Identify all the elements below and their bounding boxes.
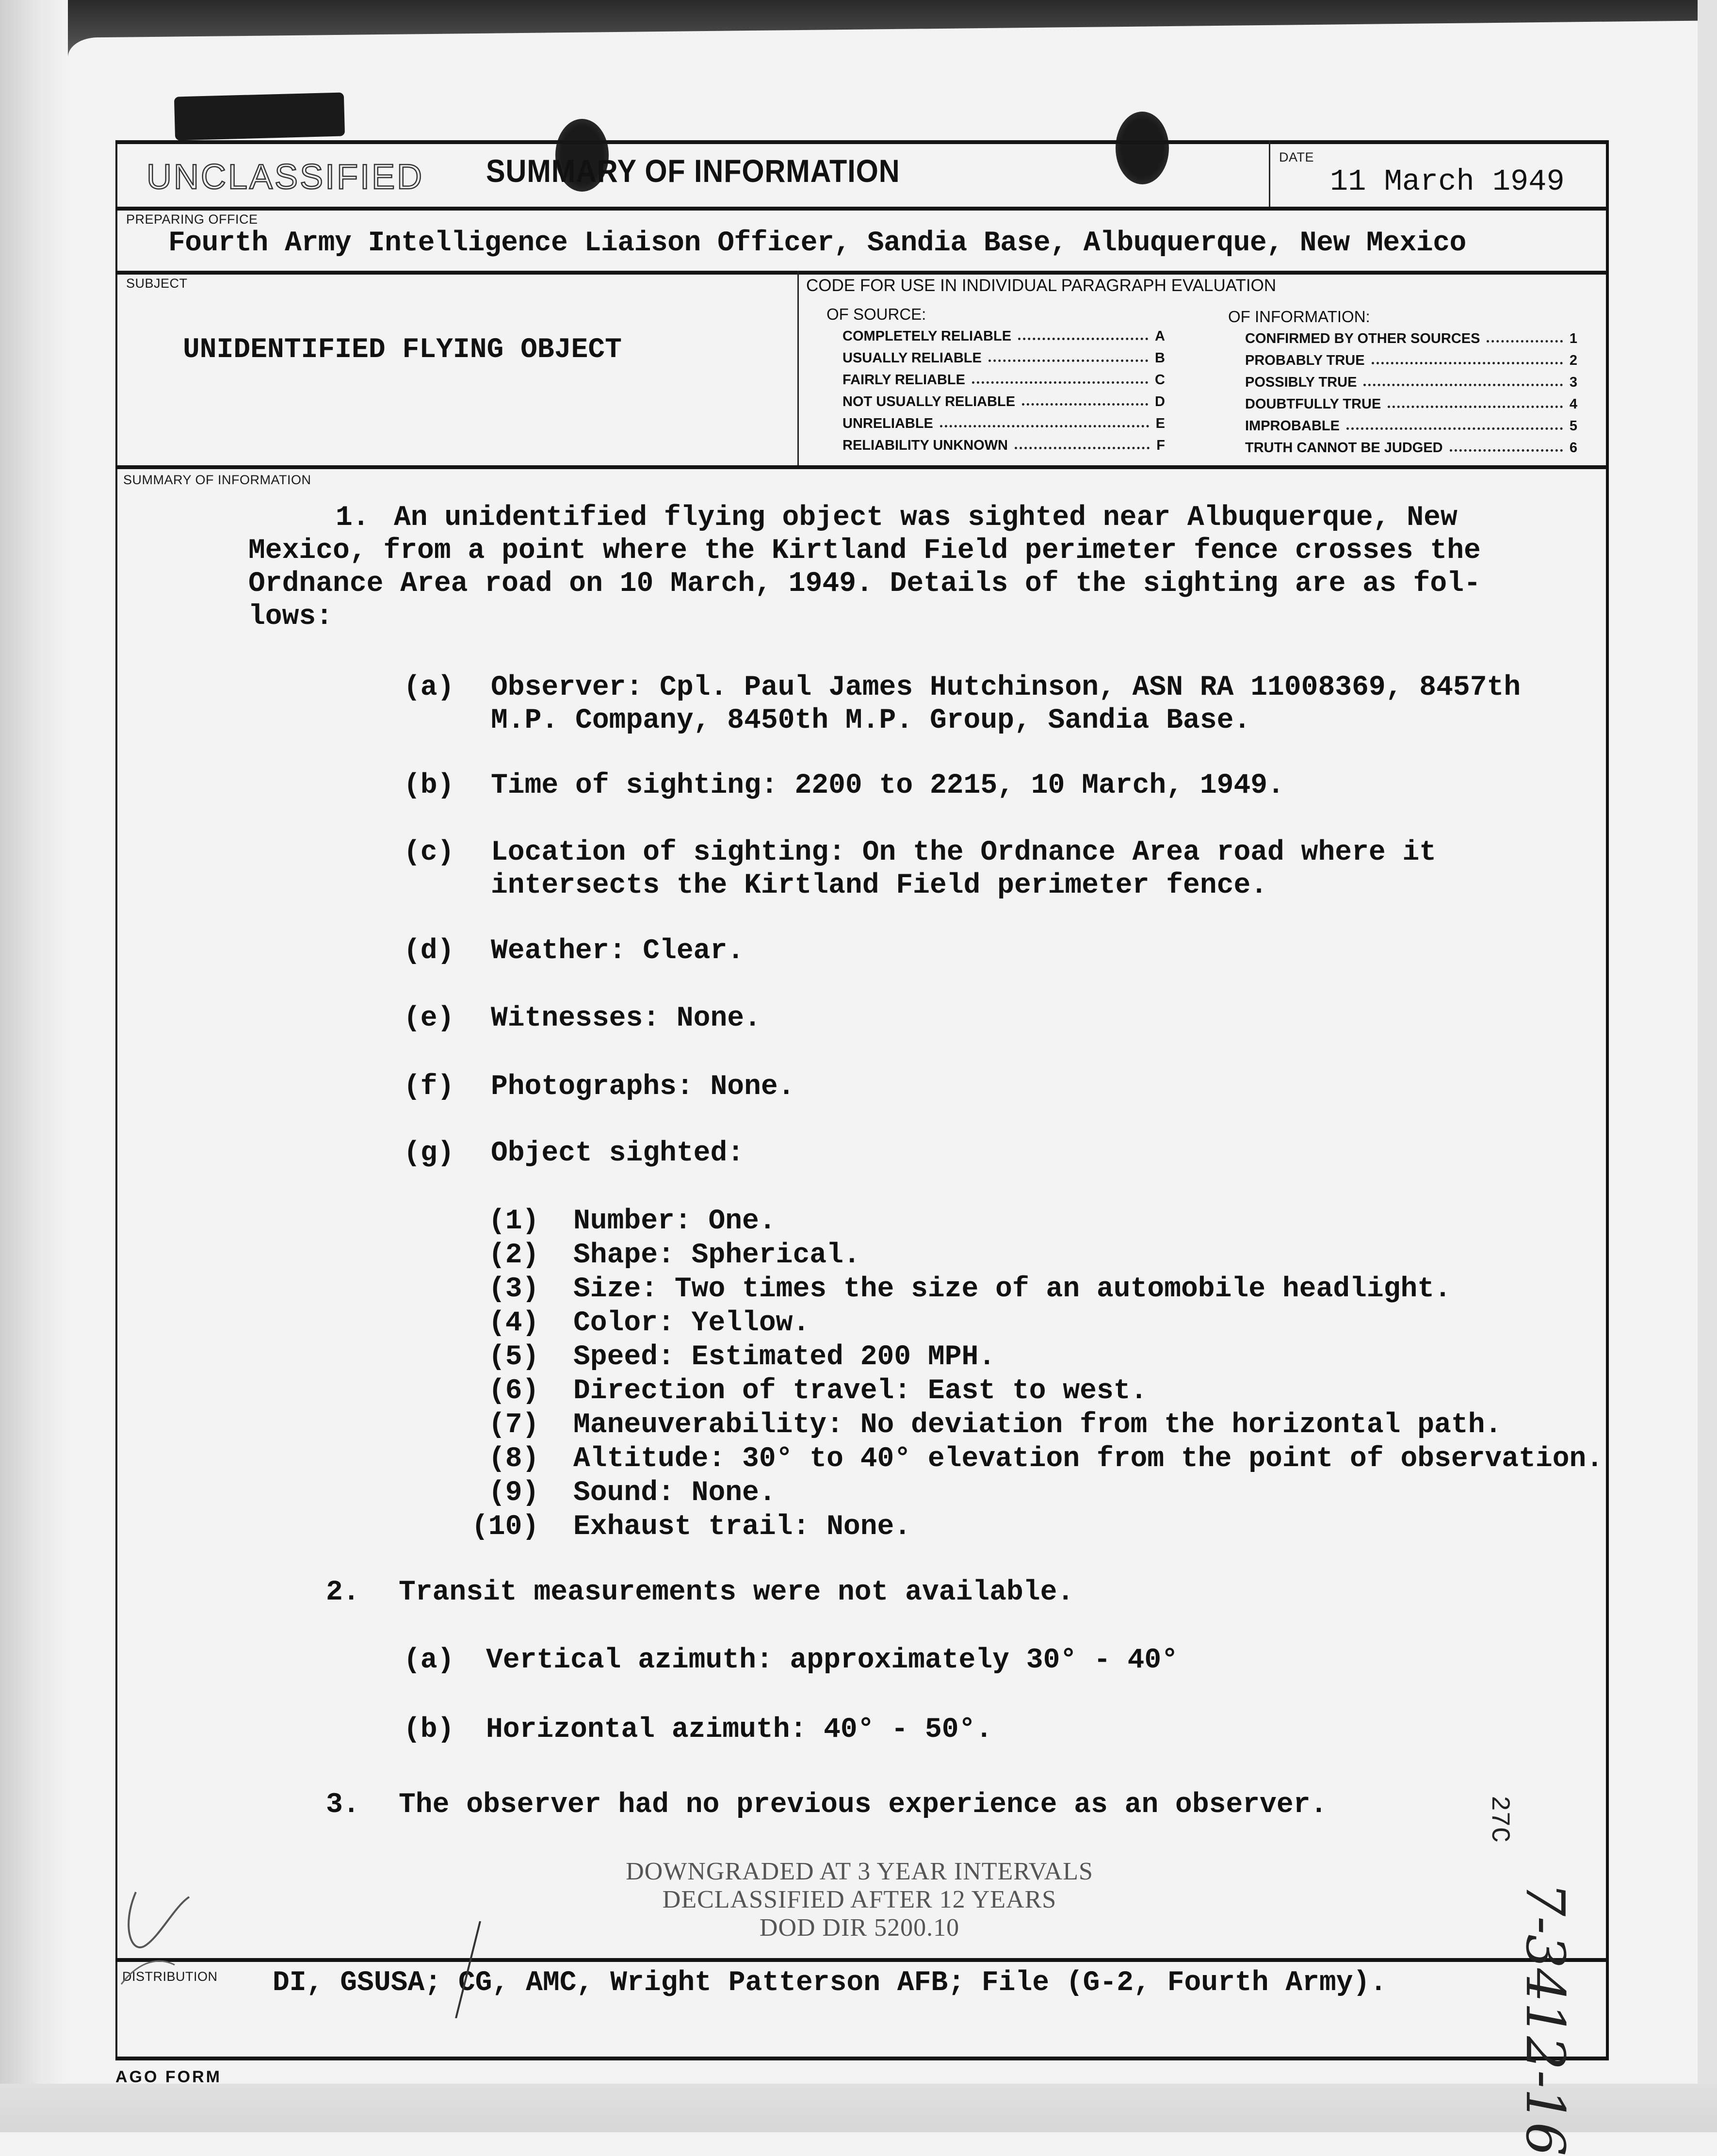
paragraph-1-number: 1. [336,502,370,534]
detail-location: Location of sighting: On the Ordnance Area road where it [491,837,1437,868]
object-key: (1) [488,1206,539,1237]
vertical-azimuth: Vertical azimuth: approximately 30° - 40° [486,1645,1179,1676]
information-code-row: DOUBTFULLY TRUE 4 [1245,396,1577,412]
summary-form [115,140,1609,2060]
horizontal-azimuth: Horizontal azimuth: 40° - 50°. [486,1714,993,1746]
code-column-divider [797,271,799,465]
object-sound: Sound: None. [573,1477,776,1509]
object-color: Color: Yellow. [573,1307,810,1339]
source-code-row: RELIABILITY UNKNOWN F [842,438,1165,453]
detail-photographs: Photographs: None. [491,1071,795,1103]
object-speed: Speed: Estimated 200 MPH. [573,1341,996,1373]
object-key: (6) [488,1375,539,1407]
object-key: (4) [488,1307,539,1339]
date-label: DATE [1279,150,1314,164]
detail-observer-cont: M.P. Company, 8450th M.P. Group, Sandia Base. [491,705,1251,736]
paragraph-1-line: lows: [248,601,333,633]
margin-handwriting: 7-3412-16 [1514,1882,1576,2156]
source-code-row: NOT USUALLY RELIABLE D [842,394,1165,409]
date-column-divider [1269,140,1270,207]
object-key: (9) [488,1477,539,1509]
distribution-value: DI, GSUSA; CG, AMC, Wright Patterson AFB; File (G-2, Fourth Army). [273,1967,1387,1999]
detail-key: (e) [404,1003,454,1034]
detail-key: (a) [404,672,454,703]
object-key: (3) [488,1274,539,1305]
detail-key: (c) [404,837,454,868]
detail-key: (d) [404,935,454,967]
distribution-label: DISTRIBUTION [122,1969,218,1984]
form-bottom-rule [117,2057,1606,2060]
detail-key: (f) [404,1071,454,1103]
source-code-row: UNRELIABLE E [842,416,1165,431]
unclassified-stamp: UNCLASSIFIED [146,158,424,196]
date-value: 11 March 1949 [1330,164,1565,199]
information-code-row: IMPROBABLE 5 [1245,418,1577,434]
scan-bottom-edge [0,2084,1717,2132]
object-maneuverability: Maneuverability: No deviation from the horizontal path. [573,1409,1502,1441]
object-exhaust-trail: Exhaust trail: None. [573,1511,911,1543]
paragraph-1-line: Ordnance Area road on 10 March, 1949. Details of the sighting are as fol- [248,568,1481,600]
form-top-rule [117,140,1606,144]
subject-label: SUBJECT [126,276,188,291]
redaction-block [174,92,345,140]
detail-key: (g) [404,1138,454,1169]
object-direction: Direction of travel: East to west. [573,1375,1148,1407]
object-key: (7) [488,1409,539,1441]
information-code-row: PROBABLY TRUE 2 [1245,353,1577,368]
preparing-office-value: Fourth Army Intelligence Liaison Officer, Sandia Base, Albuquerque, New Mexico [168,228,1466,259]
object-key: (10) [471,1511,539,1543]
detail-time: Time of sighting: 2200 to 2215, 10 March, 1949. [491,770,1284,801]
paragraph-1-line: Mexico, from a point where the Kirtland Field perimeter fence crosses the [248,535,1481,567]
declassification-stamp [544,1858,1175,1942]
preparing-office-label: PREPARING OFFICE [126,212,258,227]
transit-key: (a) [404,1645,454,1676]
source-code-row: USUALLY RELIABLE B [842,350,1165,366]
information-code-row: POSSIBLY TRUE 3 [1245,375,1577,390]
paragraph-3-text: The observer had no previous experience as an observer. [399,1789,1328,1821]
form-title: SUMMARY OF INFORMATION [486,153,900,189]
paragraph-3-number: 3. [326,1789,360,1821]
information-code-row: TRUTH CANNOT BE JUDGED 6 [1245,440,1577,456]
paragraph-2-text: Transit measurements were not available. [399,1577,1074,1608]
stamp-line-3: DOD DIR 5200.10 [759,1914,960,1942]
source-code-row: COMPLETELY RELIABLE A [842,328,1165,344]
stamp-line-2: DECLASSIFIED AFTER 12 YEARS [662,1886,1057,1913]
object-shape: Shape: Spherical. [573,1240,860,1271]
paragraph-1-line: An unidentified flying object was sighted near Albuquerque, New [394,502,1458,534]
detail-object-sighted: Object sighted: [491,1138,745,1169]
detail-observer: Observer: Cpl. Paul James Hutchinson, ASN RA 11008369, 8457th [491,672,1521,703]
scan-right-edge [1698,0,1717,2132]
handwritten-slash [446,1921,485,2018]
object-number: Number: One. [573,1206,776,1237]
header-divider [117,207,1606,211]
stamp-line-1: DOWNGRADED AT 3 YEAR INTERVALS [626,1858,1093,1885]
scan-left-edge [0,0,68,2132]
distribution-divider [117,1958,1606,1962]
evaluation-code-title: CODE FOR USE IN INDIVIDUAL PARAGRAPH EVALUATION [806,276,1277,295]
object-key: (8) [488,1443,539,1475]
source-code-row: FAIRLY RELIABLE C [842,372,1165,388]
detail-weather: Weather: Clear. [491,935,745,967]
object-size: Size: Two times the size of an automobile headlight. [573,1274,1451,1305]
paragraph-2-number: 2. [326,1577,360,1608]
information-heading: OF INFORMATION: [1228,308,1370,326]
object-altitude: Altitude: 30° to 40° elevation from the point of observation. [573,1443,1604,1475]
detail-witnesses: Witnesses: None. [491,1003,761,1034]
subject-divider [117,465,1606,469]
source-heading: OF SOURCE: [826,305,926,323]
form-number-label: AGO FORM [115,2068,222,2086]
subject-value: UNIDENTIFIED FLYING OBJECT [183,334,622,366]
detail-key: (b) [404,770,454,801]
office-divider [117,271,1606,275]
handwritten-check-mark [116,1887,204,2004]
summary-label: SUMMARY OF INFORMATION [123,473,311,487]
information-code-row: CONFIRMED BY OTHER SOURCES 1 [1245,331,1577,346]
margin-note-rotated: 27C [1484,1795,1514,1843]
transit-key: (b) [404,1714,454,1746]
detail-location-cont: intersects the Kirtland Field perimeter fence. [491,870,1268,901]
object-key: (2) [488,1240,539,1271]
object-key: (5) [488,1341,539,1373]
